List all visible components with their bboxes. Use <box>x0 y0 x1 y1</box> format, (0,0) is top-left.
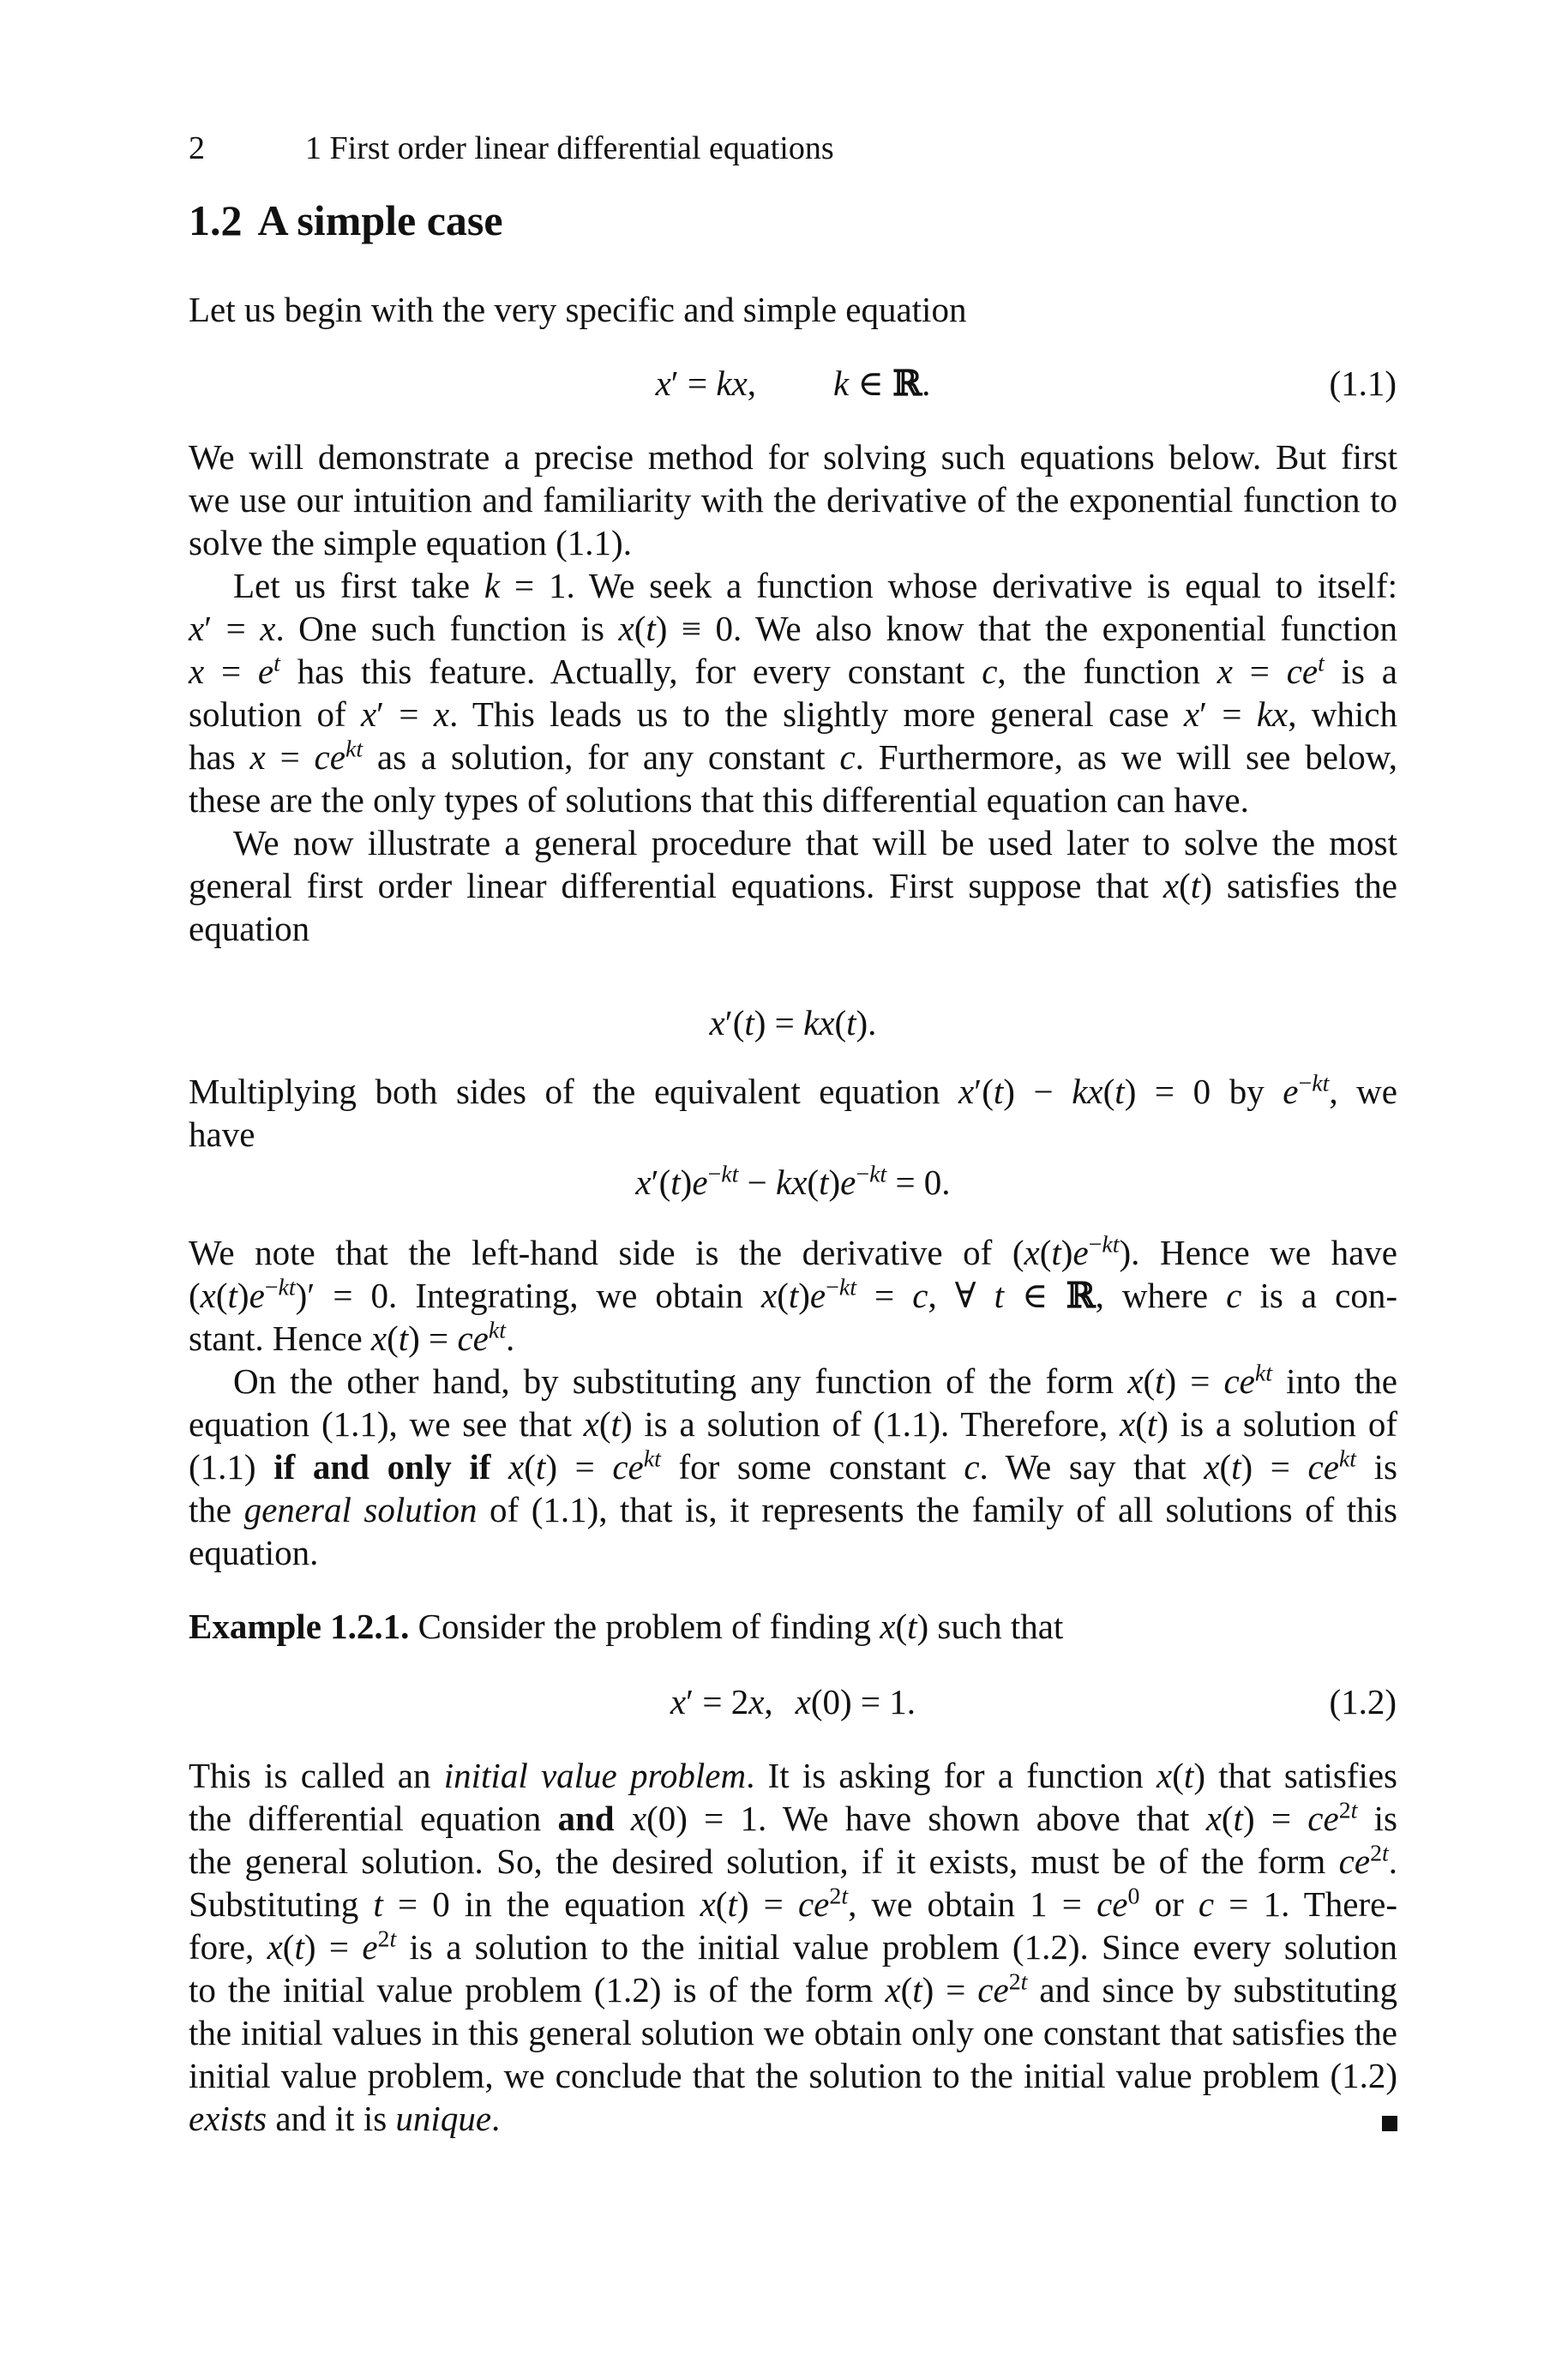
page-number: 2 <box>189 130 205 166</box>
example-label: Example 1.2.1. <box>189 1607 410 1646</box>
text-line: Multiplying both sides of the equivalent equation x′(t) − kx(t) = 0 by $e^{-kt}$, we <box>189 1070 1397 1111</box>
text-line: initial value problem, we conclude that the solution to the initial value problem (1.2) <box>189 2056 1397 2095</box>
text-line: We will demonstrate a precise method for solving such equations below. But first <box>189 437 1397 477</box>
text-line: the differential equation and x(0) = 1. We have shown above that $x(t) = ce^{2t}$ is <box>189 1797 1397 1838</box>
text-line: has $x = ce^{kt}$ as a solution, for any constant c. Furthermore, as we will see below, <box>189 736 1398 777</box>
section-title: A simple case <box>257 196 503 244</box>
text-line: equation. <box>189 1533 319 1572</box>
text-line: x′ = x. One such function is x(t) ≡ 0. We also know that the exponential function <box>189 609 1397 648</box>
text-line: $x = e^t$ has this feature. Actually, for every constant c, the function $x = ce^t$ is a <box>189 650 1397 691</box>
text-line: stant. Hence $x(t) = ce^{kt}$. <box>189 1317 515 1358</box>
running-header <box>189 127 1389 170</box>
text-line: $(x(t)e^{-kt})' = 0$. Integrating, we obtain $x(t)e^{-kt} = c$, ∀ t ∈ ℝ, where c is a con- <box>189 1274 1397 1316</box>
section-number: 1.2 <box>189 196 243 244</box>
text-line: On the other hand, by substituting any function of the form $x(t) = ce^{kt}$ into the <box>233 1360 1398 1401</box>
text-line: This is called an initial value problem. It is asking for a function x(t) that satisfies <box>189 1756 1397 1795</box>
equation-a: x′(t) = kx(t). <box>709 1003 877 1042</box>
text-line: We note that the left-hand side is the derivative of $(x(t)e^{-kt})$. Hence we have <box>189 1231 1397 1272</box>
text-line: general first order linear differential equations. First suppose that x(t) satisfies the <box>189 866 1397 905</box>
text-line: fore, $x(t) = e^{2t}$ is a solution to the initial value problem (1.2). Since every solution <box>189 1925 1397 1967</box>
text-line: exists and it is unique. <box>189 2099 501 2138</box>
text-line: Let us begin with the very specific and simple equation <box>189 290 967 329</box>
section-heading <box>189 190 503 250</box>
equation-1-2: x′ = 2x, x(0) = 1. <box>670 1682 916 1721</box>
text-line: equation <box>189 909 310 948</box>
chapter-title: 1 First order linear differential equations <box>305 130 834 166</box>
text-line: the initial values in this general solution we obtain only one constant that satisfies the <box>189 2013 1397 2052</box>
end-of-example-mark <box>1382 2116 1397 2131</box>
text-line: Let us first take k = 1. We seek a function whose derivative is equal to itself: <box>233 566 1397 605</box>
text-line: We now illustrate a general procedure that will be used later to solve the most <box>233 823 1397 862</box>
text-line: the general solution. So, the desired solution, if it exists, must be of the form $ce^{2t}$. <box>189 1840 1397 1881</box>
text-line: equation (1.1), we see that x(t) is a solution of (1.1). Therefore, x(t) is a solution of <box>189 1404 1397 1444</box>
text-line: (1.1) if and only if $x(t) = ce^{kt}$ for some constant c. We say that $x(t) = ce^{kt}$ is <box>189 1445 1398 1487</box>
text-line: these are the only types of solutions that this differential equation can have. <box>189 780 1249 820</box>
text-line: Substituting t = 0 in the equation $x(t) = ce^{2t}$, we obtain $1 = ce^0$ or c = 1. There- <box>189 1883 1398 1924</box>
text-line: solution of x′ = x. This leads us to the slightly more general case x′ = kx, which <box>189 694 1398 734</box>
text-line: solve the simple equation (1.1). <box>189 523 632 562</box>
text-line: we use our intuition and familiarity with the derivative of the exponential function to <box>189 480 1397 520</box>
text-line: the general solution of (1.1), that is, it represents the family of all solutions of this <box>189 1490 1397 1529</box>
equation-b: $x'(t)e^{-kt} - kx(t)e^{-kt} = 0$. <box>635 1161 951 1202</box>
text-line: to the initial value problem (1.2) is of the form $x(t) = ce^{2t}$ and since by substituting <box>189 1968 1397 2010</box>
equation-number: (1.1) <box>1329 363 1397 403</box>
equation-1-1: x′ = kx, k ∈ ℝ. <box>655 363 931 404</box>
equation-number: (1.2) <box>1329 1682 1397 1721</box>
example-line: Example 1.2.1. Consider the problem of finding x(t) such that <box>189 1607 1064 1646</box>
text-line: have <box>189 1114 255 1154</box>
